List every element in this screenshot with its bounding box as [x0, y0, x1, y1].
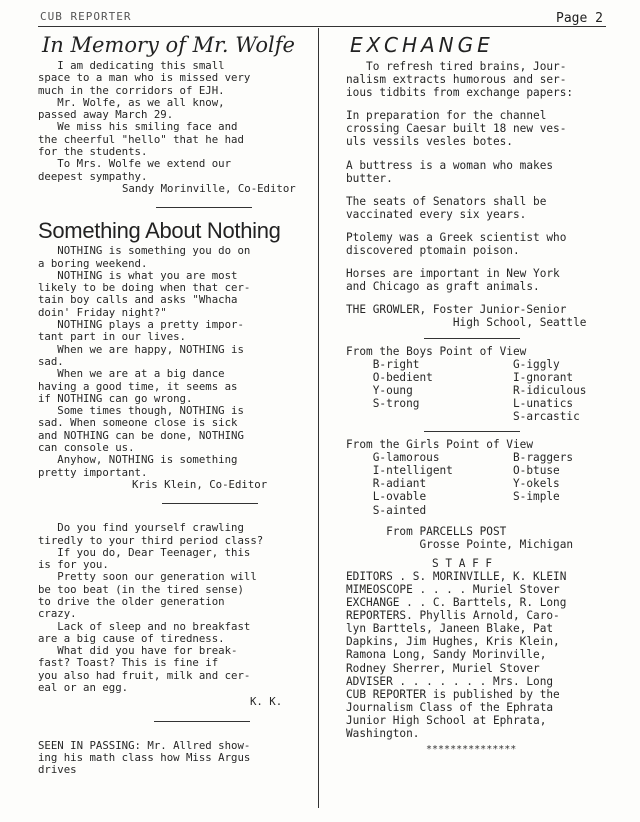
memory-title: In Memory of Mr. Wolfe — [42, 33, 295, 57]
tired-signature: K. K. — [250, 695, 283, 709]
exchange-item: Horses are important in New York and Chicago as graft animals. — [346, 267, 560, 294]
boys-heading: From the Boys Point of View — [346, 344, 527, 358]
memory-signature: Sandy Morinville, Co-Editor — [122, 181, 296, 195]
staff-body: EDITORS . S. MORINVILLE, K. KLEIN MIMEOSCOPE . . . . Muriel Stover EXCHANGE . . C. Barttels, R. Long REPORTERS. Phyllis Arnold, Caro- lyn Barttels, Janeen Blake, Pat Dapkins, Jim Hughes, Kris Klein, Ramona Long, Sandy Morinville, Rodney Sherrer, Muriel Stover ADVISER . . . . . . . Mrs. Long CUB REPORTER is published by the Journalism Class of the Ephrata Junior High School at Ephrata, Washington. — [346, 569, 567, 741]
exchange-item: The seats of Senators shall be vaccinated every six years. — [346, 194, 547, 221]
header-divider — [38, 26, 606, 27]
section-divider — [162, 503, 258, 504]
girls-source: From PARCELLS POST Grosse Pointe, Michigan — [386, 524, 574, 551]
nothing-signature: Kris Klein, Co-Editor — [132, 477, 268, 491]
exchange-item: A buttress is a woman who makes butter. — [346, 158, 554, 185]
exchange-title: EXCHANGE — [350, 33, 494, 57]
section-divider — [156, 207, 252, 208]
exchange-item: In preparation for the channel crossing Caesar built 18 new ves- uls vessils vesles botes. — [346, 109, 567, 149]
passing-body: SEEN IN PASSING: Mr. Allred show- ing his math class how Miss Argus drives — [38, 738, 251, 777]
exchange-source: THE GROWLER, Foster Junior-Senior High School, Seattle — [346, 303, 587, 330]
masthead: CUB REPORTER — [40, 10, 132, 23]
section-divider — [424, 431, 520, 432]
memory-body: I am dedicating this small space to a man who is missed very much in the corridors of EJH. Mr. Wolfe, as we all know, passed away March 29. We miss his smiling face and the cheerful "hello" that he had for the students. To Mrs. Wolfe we extend our deepest sympathy. — [38, 59, 251, 183]
tired-body: Do you find yourself crawling tiredly to your third period class? If you do, Dear Teenager, this is for you. Pretty soon our generation will be too beat (in the tired sense) to drive the older generation crazy. Lack of sleep and no breakfast are a big cause of tiredness. What did you have for break- fast? Toast? This is fine if you also had fruit, milk and cer- eal or an egg. — [38, 521, 264, 695]
left-column — [38, 30, 300, 777]
staff-heading: S T A F F — [432, 556, 493, 570]
boys-acrostic: B-right G-iggly O-bedient I-gnorant Y-oung R-idiculous S-trong L-unatics S-arcastic — [372, 357, 587, 423]
girls-acrostic: G-lamorous B-raggers I-ntelligent O-btuse R-adiant Y-okels L-ovable S-imple S-ainted — [372, 451, 574, 517]
right-column — [346, 30, 606, 755]
closing-stars: *************** — [426, 744, 517, 756]
column-divider — [318, 28, 319, 808]
section-divider — [424, 338, 520, 339]
girls-heading: From the Girls Point of View — [346, 438, 534, 452]
exchange-intro: To refresh tired brains, Jour- nalism extracts humorous and ser- ious tidbits from exchange papers: — [346, 60, 574, 100]
nothing-body: NOTHING is something you do on a boring weekend. NOTHING is what you are most likely to be doing when that cer- tain boy calls and asks "Whacha doin' Friday night?" NOTHING plays a pretty impor- tant part in our lives. When we are happy, NOTHING is sad. When we are at a big dance having a good time, it seems as if NOTHING can go wrong. Some times though, NOTHING is sad. When someone close is sick and NOTHING can be done, NOTHING can console us. Anyhow, NOTHING is something pretty important. — [38, 244, 251, 479]
page-number: Page 2 — [556, 11, 603, 26]
section-divider — [154, 721, 250, 722]
nothing-title: Something About Nothing — [38, 218, 281, 244]
exchange-item: Ptolemy was a Greek scientist who discovered ptomain poison. — [346, 230, 567, 258]
